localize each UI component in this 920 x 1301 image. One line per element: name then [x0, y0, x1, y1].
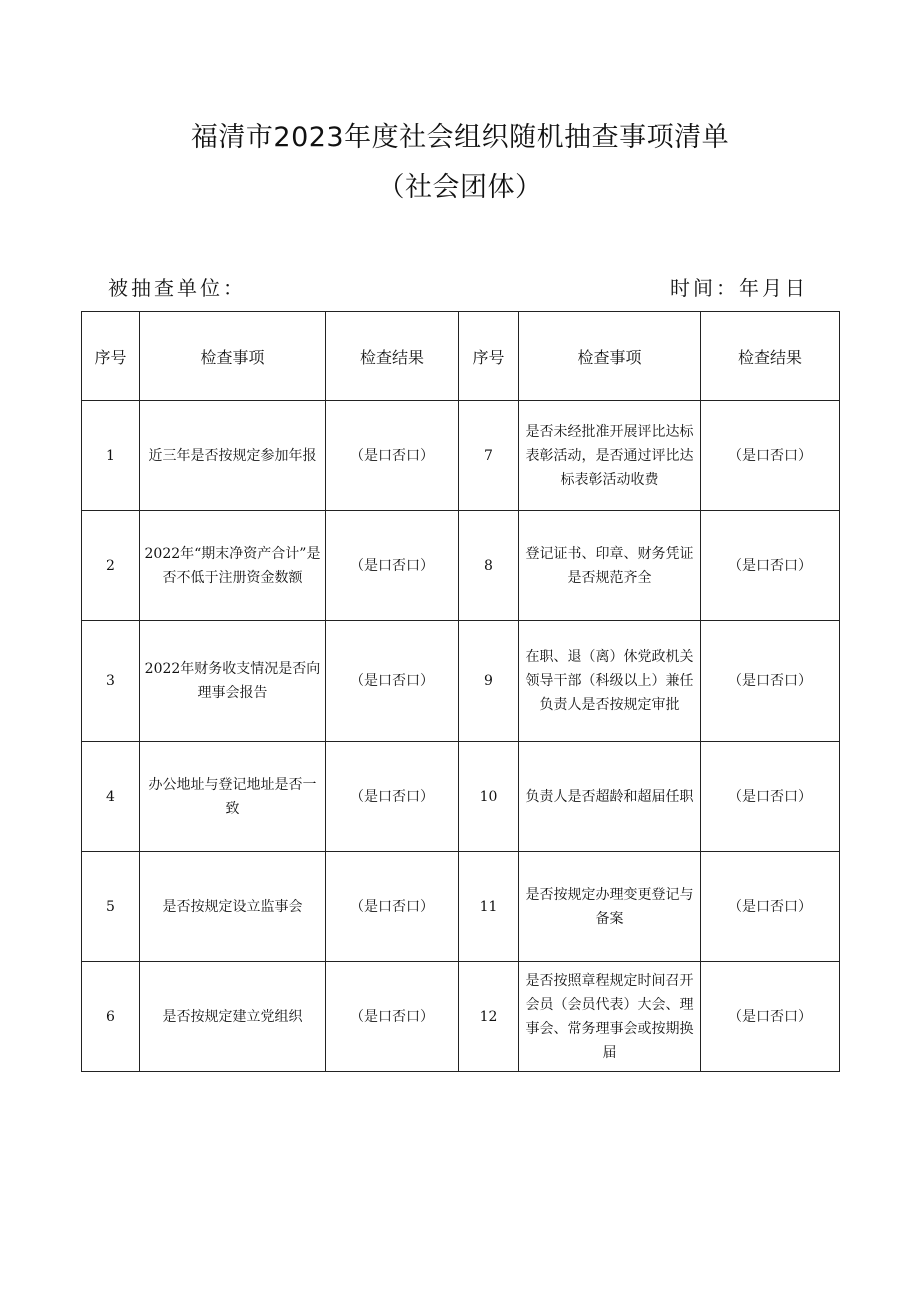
check-result: （是口否口） [326, 621, 459, 742]
check-result: （是口否口） [701, 511, 840, 621]
page-title: 福清市2023年度社会组织随机抽查事项清单 [190, 122, 730, 153]
row-index: 8 [459, 511, 519, 621]
check-item: 登记证书、印章、财务凭证是否规范齐全 [519, 511, 701, 621]
row-index: 11 [459, 852, 519, 962]
check-item: 办公地址与登记地址是否一致 [140, 742, 326, 852]
col-header-item: 检查事项 [519, 312, 701, 401]
check-result: （是口否口） [701, 621, 840, 742]
table-header-row [82, 312, 840, 401]
check-item: 2022年“期末净资产合计”是否不低于注册资金数额 [140, 511, 326, 621]
check-result: （是口否口） [701, 742, 840, 852]
check-result: （是口否口） [326, 511, 459, 621]
row-index: 5 [82, 852, 140, 962]
col-header-index: 序号 [82, 312, 140, 401]
check-item: 是否按规定设立监事会 [140, 852, 326, 962]
check-item: 是否按照章程规定时间召开会员（会员代表）大会、理事会、常务理事会或按期换届 [519, 962, 701, 1072]
table-row [82, 742, 840, 852]
row-index: 7 [459, 401, 519, 511]
check-item: 是否未经批准开展评比达标表彰活动，是否通过评比达标表彰活动收费 [519, 401, 701, 511]
check-result: （是口否口） [326, 401, 459, 511]
check-item: 是否按规定办理变更登记与备案 [519, 852, 701, 962]
page-subtitle: （社会团体） [377, 172, 543, 203]
check-result: （是口否口） [701, 852, 840, 962]
table-row [82, 852, 840, 962]
row-index: 1 [82, 401, 140, 511]
row-index: 10 [459, 742, 519, 852]
check-result: （是口否口） [326, 742, 459, 852]
row-index: 4 [82, 742, 140, 852]
col-header-item: 检查事项 [140, 312, 326, 401]
check-result: （是口否口） [326, 852, 459, 962]
col-header-index: 序号 [459, 312, 519, 401]
date-label: 时间：年月日 [670, 276, 808, 300]
row-index: 6 [82, 962, 140, 1072]
row-index: 3 [82, 621, 140, 742]
table-row [82, 401, 840, 511]
check-item: 2022年财务收支情况是否向理事会报告 [140, 621, 326, 742]
table-row [82, 962, 840, 1072]
check-result: （是口否口） [326, 962, 459, 1072]
row-index: 2 [82, 511, 140, 621]
col-header-result: 检查结果 [326, 312, 459, 401]
row-index: 9 [459, 621, 519, 742]
row-index: 12 [459, 962, 519, 1072]
table-row [82, 511, 840, 621]
check-item: 近三年是否按规定参加年报 [140, 401, 326, 511]
check-item: 是否按规定建立党组织 [140, 962, 326, 1072]
check-result: （是口否口） [701, 401, 840, 511]
inspection-checklist-table [81, 311, 840, 1072]
inspected-unit-label: 被抽查单位： [108, 276, 246, 300]
table-row [82, 621, 840, 742]
check-result: （是口否口） [701, 962, 840, 1072]
check-item: 负责人是否超龄和超届任职 [519, 742, 701, 852]
check-item: 在职、退（离）休党政机关领导干部（科级以上）兼任负责人是否按规定审批 [519, 621, 701, 742]
col-header-result: 检查结果 [701, 312, 840, 401]
